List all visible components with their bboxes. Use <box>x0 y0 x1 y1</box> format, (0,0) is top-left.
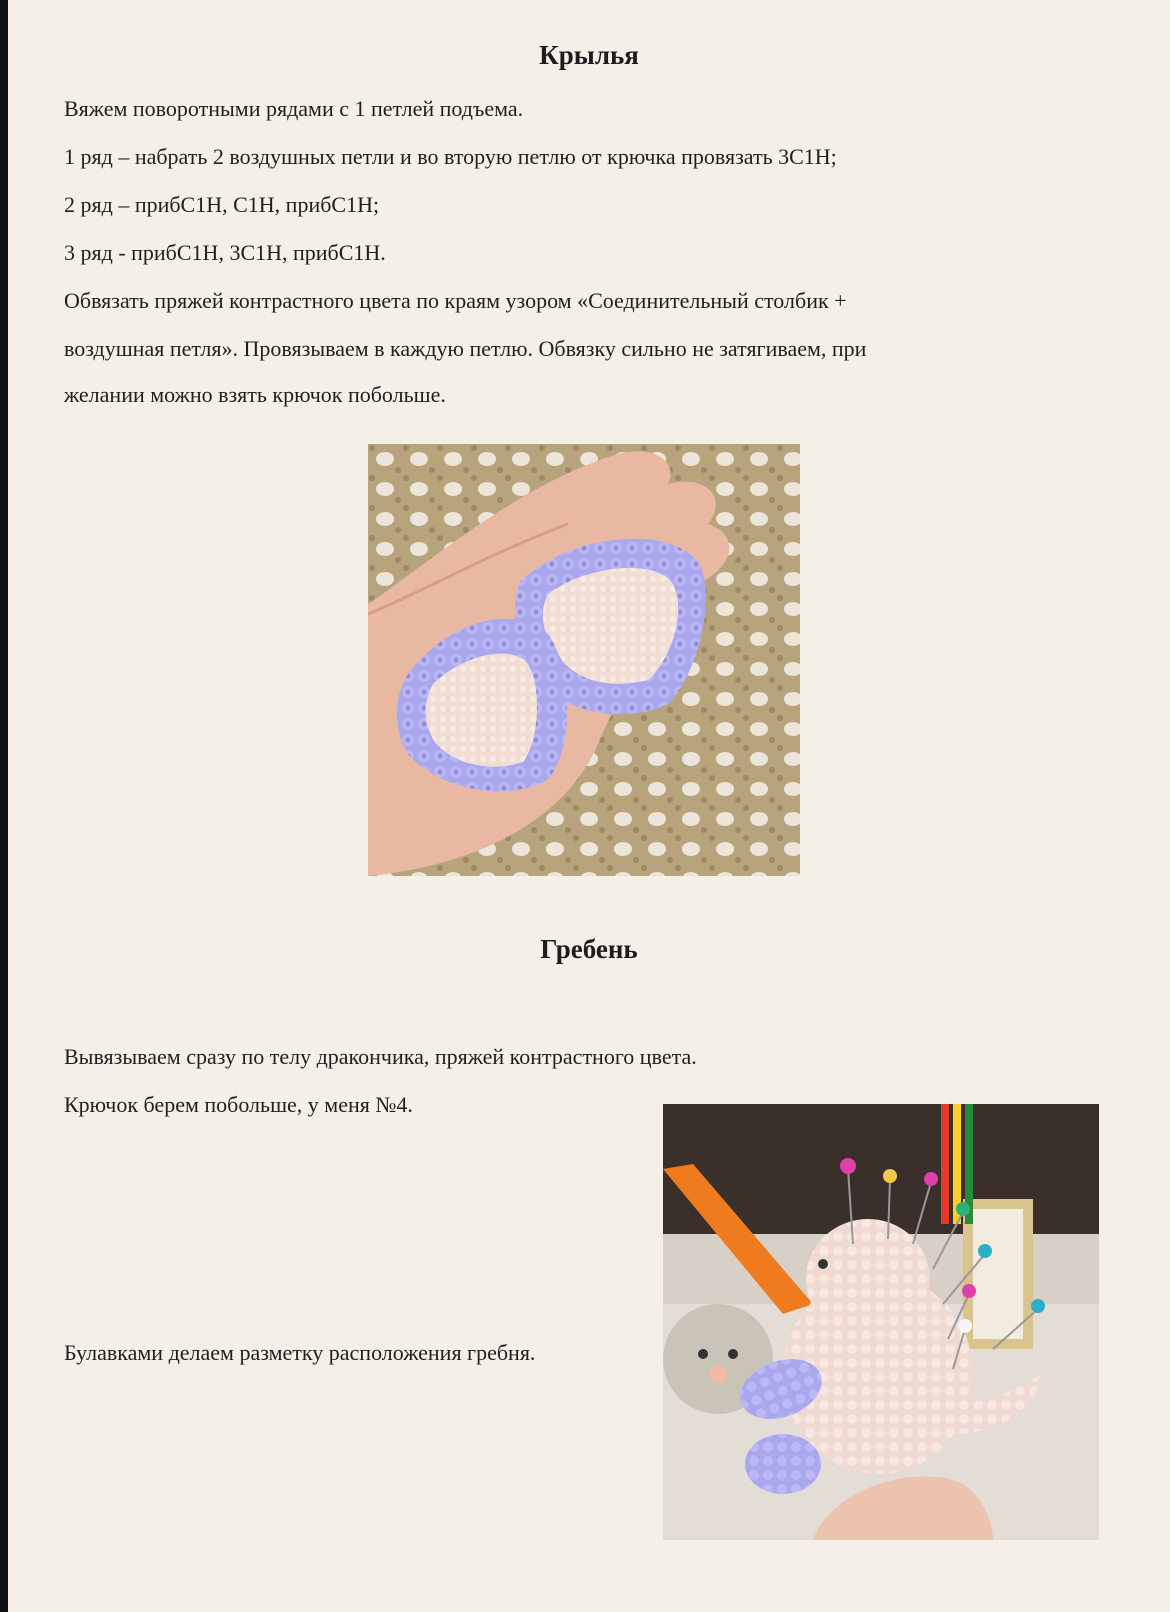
wings-line-4: 3 ряд - прибС1Н, 3С1Н, прибС1Н. <box>64 240 386 265</box>
wings-photo <box>368 444 800 876</box>
crest-line-1: Вывязываем сразу по телу дракончика, пряжей контрастного цвета. <box>64 1044 697 1069</box>
wings-heading: Крылья <box>539 40 639 70</box>
crest-photo <box>663 1104 1099 1540</box>
document-page <box>8 0 1170 1612</box>
wings-line-2: 1 ряд – набрать 2 воздушных петли и во вторую петлю от крючка провязать 3С1Н; <box>64 144 837 169</box>
wings-line-7: желании можно взять крючок побольше. <box>64 382 446 407</box>
wings-line-3: 2 ряд – прибС1Н, С1Н, прибС1Н; <box>64 192 380 217</box>
wings-line-5: Обвязать пряжей контрастного цвета по краям узором «Соединительный столбик + <box>64 288 847 313</box>
wings-line-1: Вяжем поворотными рядами с 1 петлей подъема. <box>64 96 524 121</box>
crest-line-2: Крючок берем побольше, у меня №4. <box>64 1092 413 1117</box>
crest-heading: Гребень <box>540 934 638 964</box>
crest-line-3: Булавками делаем разметку расположения гребня. <box>64 1340 536 1365</box>
wings-line-6: воздушная петля». Провязываем в каждую петлю. Обвязку сильно не затягиваем, при <box>64 336 867 361</box>
